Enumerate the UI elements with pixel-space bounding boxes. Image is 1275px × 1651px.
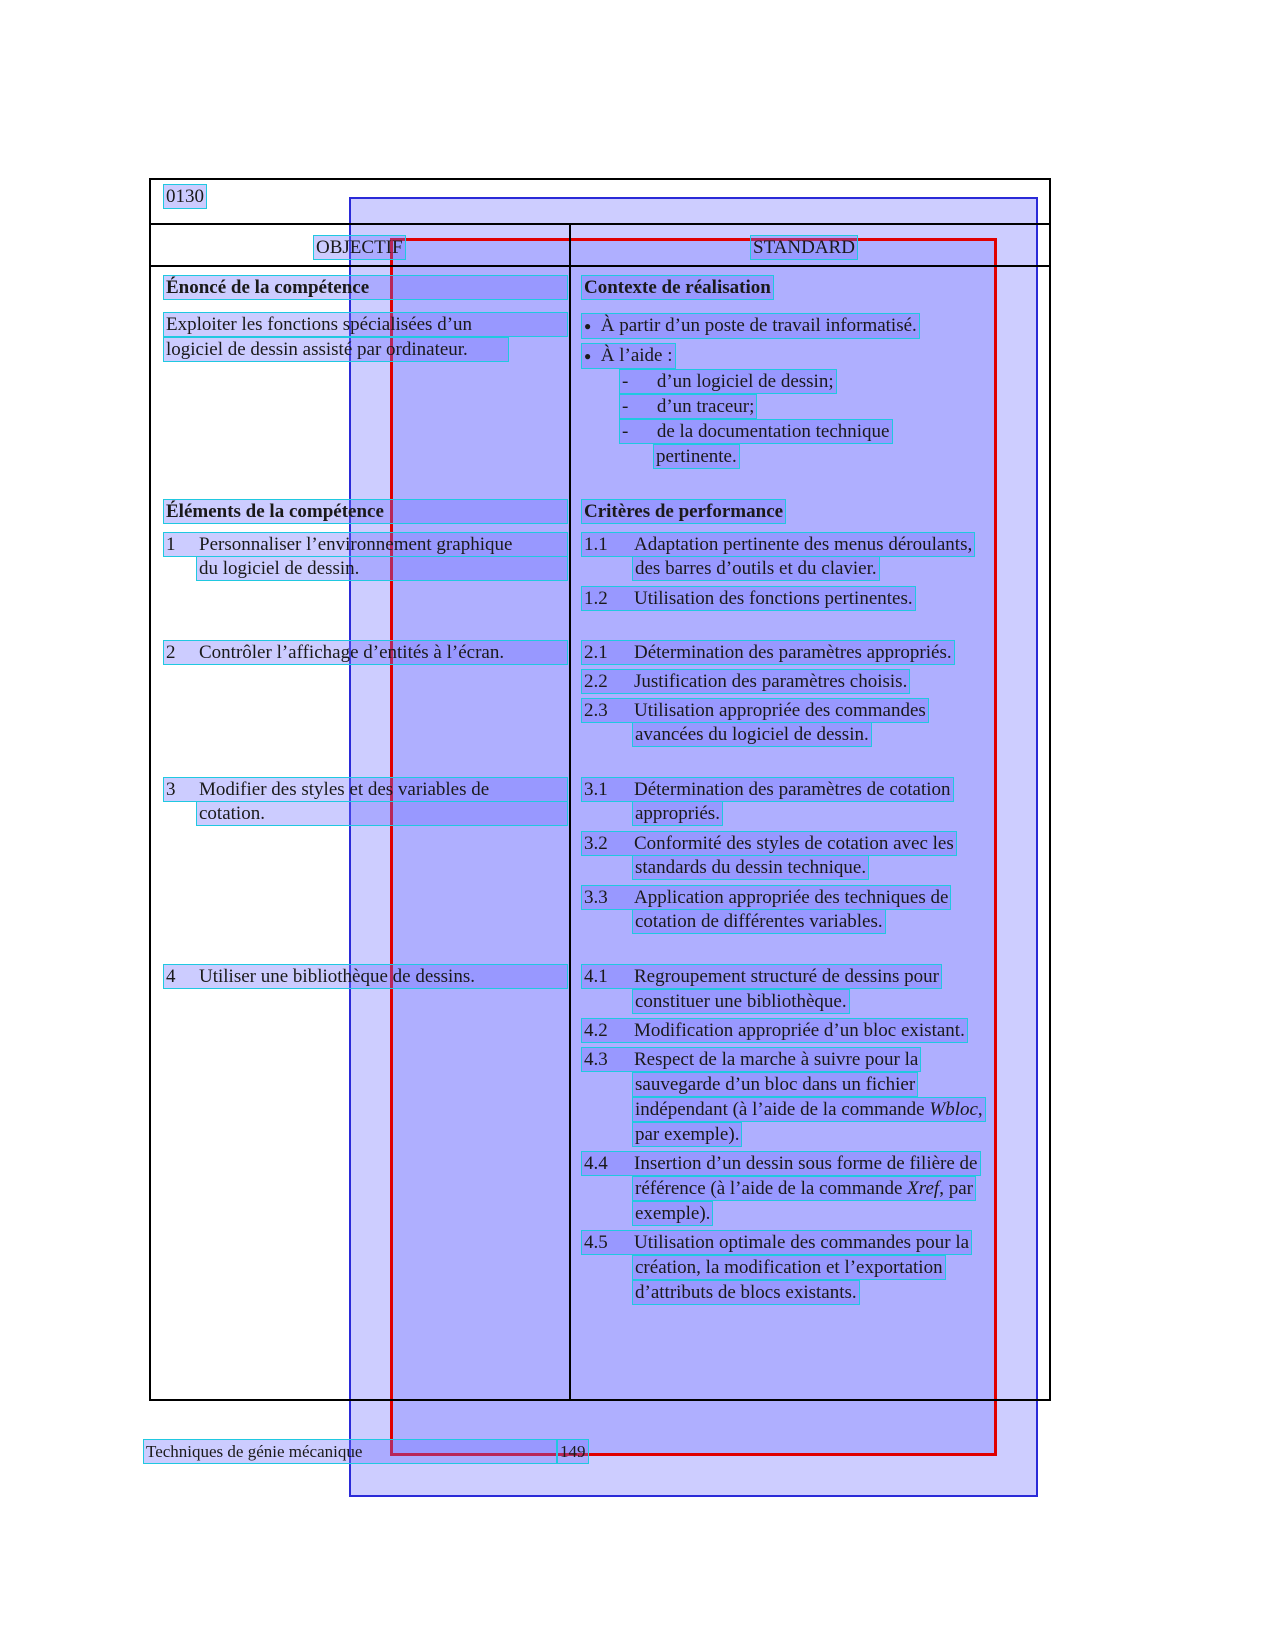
element-3-cont: cotation. <box>196 801 568 826</box>
critere-2-3: 2.3 Utilisation appropriée des commandes <box>581 698 929 723</box>
footer-program: Techniques de génie mécanique <box>143 1439 557 1464</box>
enonce-line-2: logiciel de dessin assisté par ordinateur. <box>163 337 509 362</box>
header-objectif: OBJECTIF <box>313 235 406 260</box>
critere-4-1: 4.1 Regroupement structuré de dessins pour <box>581 964 942 989</box>
element-1: 1 Personnaliser l’environnement graphique <box>163 532 568 557</box>
critere-4-5-cont-1: création, la modification et l’exportation <box>632 1255 946 1280</box>
contexte-sub-3-cont: pertinente. <box>653 444 740 469</box>
critere-4-3-cont-2: indépendant (à l’aide de la commande Wbloc, <box>632 1097 986 1122</box>
critere-4-1-cont: constituer une bibliothèque. <box>632 989 850 1014</box>
critere-3-2: 3.2 Conformité des styles de cotation avec les <box>581 831 957 856</box>
header-standard: STANDARD <box>750 235 858 260</box>
elements-title: Éléments de la compétence <box>163 499 568 524</box>
contexte-bullet-1: ● À partir d’un poste de travail informatisé. <box>581 313 920 339</box>
critere-4-5-cont-2: d’attributs de blocs existants. <box>632 1280 860 1305</box>
critere-1-2: 1.2 Utilisation des fonctions pertinentes. <box>581 586 916 611</box>
contexte-sub-2: - d’un traceur; <box>619 394 757 419</box>
enonce-title: Énoncé de la compétence <box>163 275 568 300</box>
contexte-title: Contexte de réalisation <box>581 275 774 300</box>
critere-4-3: 4.3 Respect de la marche à suivre pour la <box>581 1047 921 1072</box>
critere-2-1: 2.1 Détermination des paramètres appropriés. <box>581 640 955 665</box>
element-1-cont: du logiciel de dessin. <box>196 556 568 581</box>
critere-2-2: 2.2 Justification des paramètres choisis. <box>581 669 910 694</box>
critere-4-3-cont-1: sauvegarde d’un bloc dans un fichier <box>632 1072 918 1097</box>
critere-1-1-cont: des barres d’outils et du clavier. <box>632 556 880 581</box>
competency-code: 0130 <box>163 184 207 209</box>
element-3: 3 Modifier des styles et des variables de <box>163 777 568 802</box>
contexte-sub-1: - d’un logiciel de dessin; <box>619 369 837 394</box>
element-2: 2 Contrôler l’affichage d’entités à l’écran. <box>163 640 568 665</box>
critere-4-4: 4.4 Insertion d’un dessin sous forme de filière de <box>581 1151 981 1176</box>
critere-3-1-cont: appropriés. <box>632 801 723 826</box>
critere-1-1: 1.1 Adaptation pertinente des menus déroulants, <box>581 532 975 557</box>
critere-3-3-cont: cotation de différentes variables. <box>632 909 886 934</box>
contexte-bullet-2: ● À l’aide : <box>581 343 676 369</box>
enonce-line-1: Exploiter les fonctions spécialisées d’un <box>163 312 568 337</box>
footer-page-number: 149 <box>557 1439 589 1464</box>
element-4: 4 Utiliser une bibliothèque de dessins. <box>163 964 568 989</box>
table-divider-top <box>149 223 1051 225</box>
critere-4-3-cont-3: par exemple). <box>632 1122 742 1147</box>
critere-4-5: 4.5 Utilisation optimale des commandes pour la <box>581 1230 972 1255</box>
critere-4-2: 4.2 Modification appropriée d’un bloc existant. <box>581 1018 968 1043</box>
critere-4-4-cont-2: exemple). <box>632 1201 713 1226</box>
contexte-sub-3: - de la documentation technique <box>619 419 893 444</box>
critere-3-2-cont: standards du dessin technique. <box>632 855 869 880</box>
critere-4-4-cont-1: référence (à l’aide de la commande Xref, par <box>632 1176 976 1201</box>
criteres-title: Critères de performance <box>581 499 786 524</box>
table-divider-header <box>149 265 1051 267</box>
critere-2-3-cont: avancées du logiciel de dessin. <box>632 722 872 747</box>
critere-3-3: 3.3 Application appropriée des techniques de <box>581 885 951 910</box>
table-divider-column <box>569 225 571 1401</box>
critere-3-1: 3.1 Détermination des paramètres de cotation <box>581 777 954 802</box>
